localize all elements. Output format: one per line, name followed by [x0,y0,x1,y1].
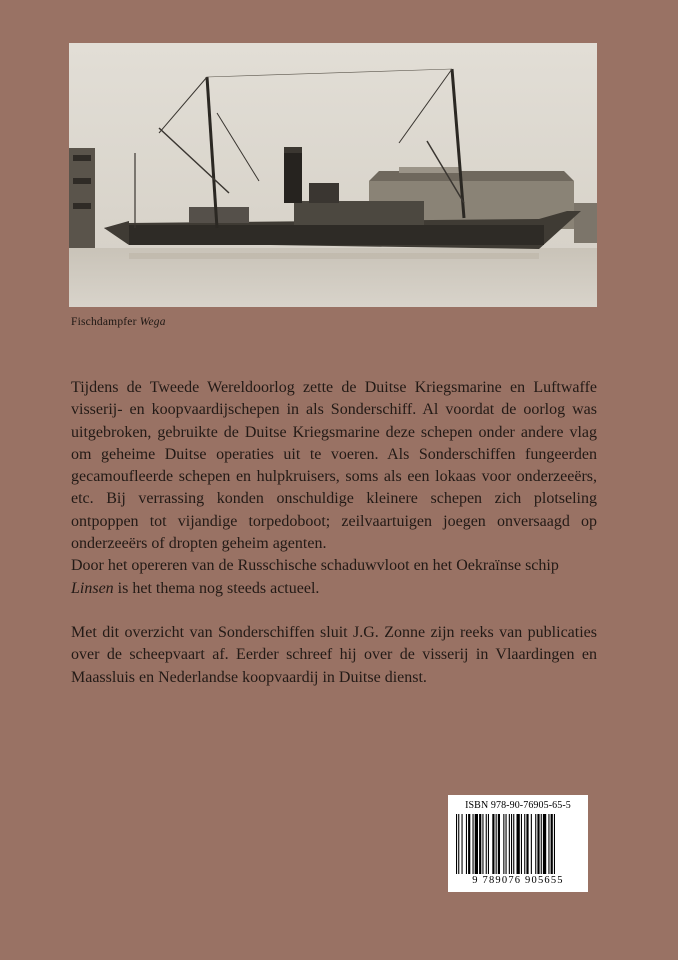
barcode-bar [492,814,494,874]
barcode-bar [488,814,489,874]
barcode-bar [458,814,459,874]
barcode-bar [479,814,481,874]
barcode-bar [466,814,467,874]
barcode-bar [498,814,500,874]
barcode-bar [473,814,474,874]
barcode-bar [543,814,546,874]
barcode-bar [509,814,510,874]
barcode-bar [496,814,497,874]
barcode-bar [551,814,553,874]
barcode-bar [526,814,528,874]
ship-photo [69,43,597,307]
blurb-p2-ship-name: Linsen [71,579,114,597]
blurb-paragraph-2 [71,555,597,600]
barcode-digits: 9 789076 905655 [472,875,564,886]
barcode-bar [503,814,504,874]
isbn-label: ISBN 978-90-76905-65-5 [465,800,571,811]
blurb-paragraph-3: Met dit overzicht van Sonderschiffen sluit J.G. Zonne zijn reeks van publicaties over de scheepvaart af. Eerder schreef hij over de visserij in Vlaardingen en Maassluis en Nederlandse koopvaardij in Duitse dienst. [71,623,597,686]
barcode-bars [454,814,582,874]
barcode-bar [554,814,555,874]
barcode-bar [456,814,457,874]
barcode-bar [541,814,542,874]
blurb-paragraph-1: Tijdens de Tweede Wereldoorlog zette de Duitse Kriegsmarine en Luftwaffe visserij- en koopvaardijschepen in als Sonderschiff. Al voordat de oorlog was uitgebroken, gebruikte de Duitse Kriegsmarine deze schepen onder andere vlag om geheime Duitse operaties uit te voeren. Als Sonderschiffen fungeerden gecamoufleerde schepen en hulpkruisers, soms als een lokaas voor onderzeeërs, etc. Bij verrassing konden onschuldige kleinere schepen zich plotseling ontpoppen tot vijandige torpedoboot; zeilvaartuigen joegen onversaagd op onderzeeërs of dropten geheim agenten. [71,379,597,553]
barcode-bar [537,814,539,874]
barcode-bar [482,814,483,874]
barcode-bar [548,814,549,874]
blurb-p2-tail: is het thema nog steeds actueel. [113,579,320,597]
barcode-bar [524,814,525,874]
barcode-bar [468,814,470,874]
barcode-bar [517,814,520,874]
isbn-barcode [448,795,588,892]
caption-ship-name: Wega [139,316,166,328]
barcode-bar [535,814,536,874]
barcode-bar [506,814,507,874]
barcode-bar [462,814,463,874]
barcode-bar [486,814,487,874]
barcode-bar [511,814,512,874]
caption-prefix: Fischdampfer [71,316,140,328]
blurb-p2-text: Door het opereren van de Russchische schaduwvloot en het Oekraïnse schip [71,557,559,575]
barcode-bar [513,814,514,874]
back-cover-blurb [71,377,597,689]
barcode-bar [475,814,478,874]
photo-caption [71,316,166,328]
barcode-bar [521,814,522,874]
barcode-bar [531,814,532,874]
